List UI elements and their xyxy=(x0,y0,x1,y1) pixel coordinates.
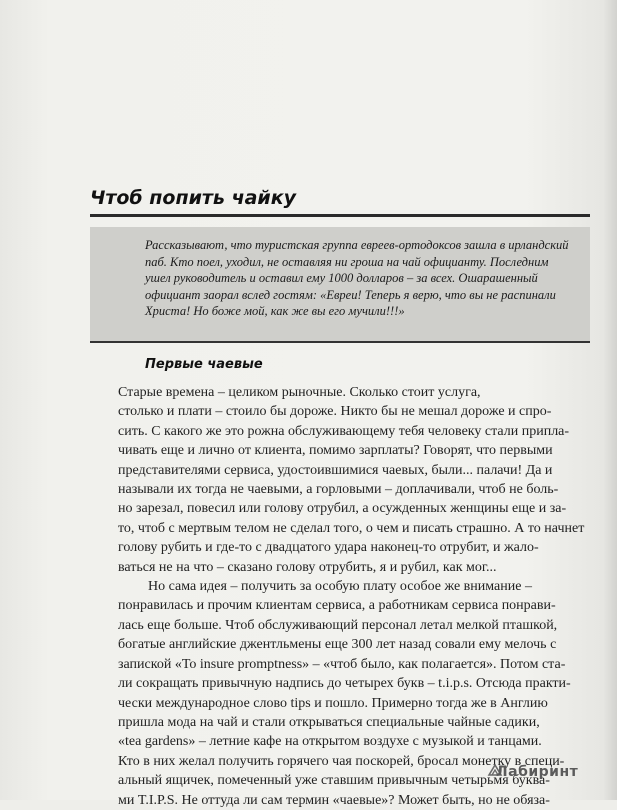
anecdote-text: Рассказывают, что туристская группа евреев-ортодоксов зашла в ирландский паб. Кто поел, уходил, не оставляя ни гроша на чай официанту. Последним ушел руководитель и оставил ему 1000 долларов – за всех. Ошарашенный официант заорал вслед гостям: «Евреи! Теперь я верю, что вы не распинали Христа! Но боже мой, как же вы его мучили!!!» xyxy=(145,238,569,318)
page-edge-shadow xyxy=(603,0,617,800)
body-line: но зарезал, повесил или голову отрубил, а осужденных женщины еще и за- xyxy=(118,501,567,517)
chapter-title: Чтоб попить чайку xyxy=(90,187,297,209)
body-line: лась еще больше. Чтоб обслуживающий персонал летал мелкой пташкой, xyxy=(118,617,558,633)
body-line: Кто в них желал получить горячего чая поскорей, бросал монетку в специ- xyxy=(118,753,565,769)
body-line: представителями сервиса, удостоившимися чаевых, были... палачи! Да и xyxy=(118,462,553,478)
body-line: запиской «To insure promptness» – «чтоб было, как полагается». Потом ста- xyxy=(118,656,566,672)
body-line: столько и плати – стоило бы дороже. Никто бы не мешал дороже и спро- xyxy=(118,404,552,420)
body-line: чивать еще и лично от клиента, помимо зарплаты? Говорят, что первыми xyxy=(118,443,553,459)
body-line: Старые времена – целиком рыночные. Сколько стоит услуга, xyxy=(118,385,481,400)
body-line: чески международное слово tips и пошло. Примерно тогда же в Англию xyxy=(118,695,548,711)
body-line: ми T.I.P.S. Не оттуда ли сам термин «чаевые»? Может быть, но не обяза- xyxy=(118,792,550,808)
body-line: понравилась и прочим клиентам сервиса, а работникам сервиса понрави- xyxy=(118,598,556,614)
body-line: «tea gardens» – летние кафе на открытом воздухе с музыкой и танцами. xyxy=(118,734,542,750)
body-line: Но сама идея – получить за особую плату особое же внимание – xyxy=(148,579,532,595)
body-line: называли их тогда не чаевыми, а горловыми – доплачивали, чтоб не боль- xyxy=(118,482,559,498)
body-line: сить. С какого же это рожна обслуживающему тебя человеку стали припла- xyxy=(118,423,570,439)
watermark-text: Лабиринт xyxy=(496,764,579,780)
body-line: голову рубить и где-то с двадцатого удара наконец-то отрубит, и жало- xyxy=(118,540,539,556)
body-line: ваться не на что – сказано голову отрубить, я и рубил, как мог... xyxy=(118,559,497,575)
body-line: богатые английские джентльмены еще 300 лет назад совали ему мелочь с xyxy=(118,637,557,653)
body-line: ли сокращать привычную надпись до четырех букв – t.i.p.s. Отсюда практи- xyxy=(118,676,571,692)
section-title: Первые чаевые xyxy=(145,357,263,372)
body-line: альный ящичек, помеченный уже ставшим привычным четырьмя буква- xyxy=(118,773,550,789)
body-text xyxy=(118,383,604,810)
body-line: то, чтоб с мертвым телом не сделал того, о чем и писать страшно. А то начнет xyxy=(118,520,585,536)
body-line: пришла мода на чай и стали открываться специальные чайные садики, xyxy=(118,714,540,730)
title-rule xyxy=(90,214,590,217)
